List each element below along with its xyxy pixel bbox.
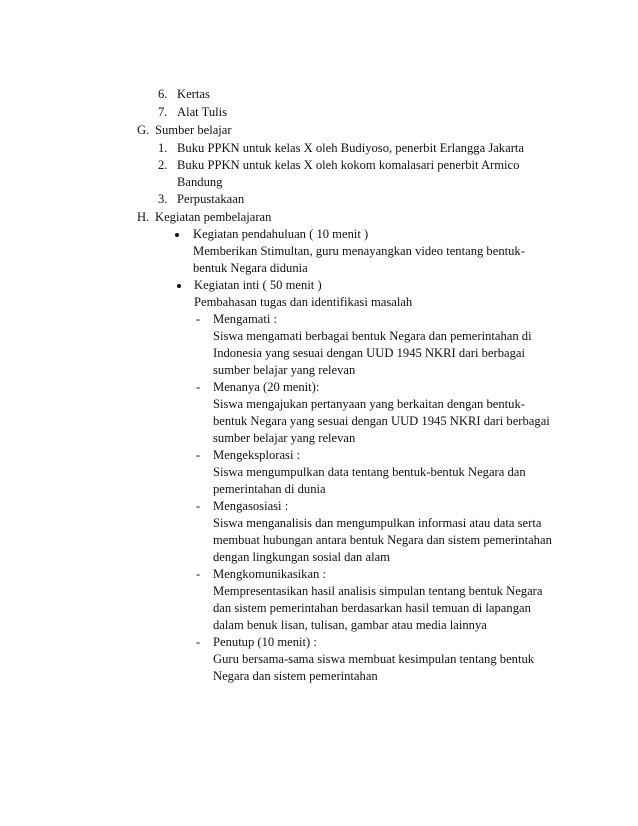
step-text: Indonesia yang sesuai dengan UUD 1945 NKRI dari berbagai [213,346,525,360]
section-heading: Sumber belajar [155,123,232,137]
dash-marker: - [196,380,201,394]
list-item-text: Buku PPKN untuk kelas X oleh Budiyoso, penerbit Erlangga Jakarta [177,141,524,155]
step-text: Siswa menganalisis dan mengumpulkan informasi atau data serta [213,516,542,530]
list-item-text: Kertas [177,87,210,101]
dash-marker: - [196,499,201,513]
step-text: Siswa mengajukan pertanyaan yang berkaitan dengan bentuk- [213,397,525,411]
step-text: sumber belajar yang relevan [213,363,356,377]
list-number: 1. [158,141,168,155]
section-letter: H. [137,210,150,224]
bullet-icon [175,233,179,237]
section-heading: Kegiatan pembelajaran [155,210,272,224]
step-text: bentuk Negara yang sesuai dengan UUD 1945 NKRI dari berbagai [213,414,550,428]
list-number: 2. [158,158,168,172]
step-text: pemerintahan di dunia [213,482,326,496]
step-title: Mengasosiasi : [213,499,289,513]
section-letter: G. [137,123,150,137]
list-item-text: Bandung [177,175,223,189]
step-text: Mempresentasikan hasil analisis simpulan tentang bentuk Negara [213,584,543,598]
bullet-icon [177,284,181,288]
dash-marker: - [196,448,201,462]
step-text: sumber belajar yang relevan [213,431,356,445]
step-text: Negara dan sistem pemerintahan [213,669,378,683]
step-text: dengan lingkungan sosial dan alam [213,550,390,564]
activity-subtitle: Pembahasan tugas dan identifikasi masalah [194,295,413,309]
step-title: Mengkomunikasikan : [213,567,326,581]
step-text: Siswa mengamati berbagai bentuk Negara dan pemerintahan di [213,329,532,343]
step-text: dalam benuk lisan, tulisan, gambar atau media lainnya [213,618,487,632]
activity-text: bentuk Negara didunia [193,261,308,275]
activity-text: Memberikan Stimultan, guru menayangkan video tentang bentuk- [193,244,525,258]
list-number: 6. [158,87,168,101]
step-text: Siswa mengumpulkan data tentang bentuk-bentuk Negara dan [213,465,526,479]
activity-title: Kegiatan inti ( 50 menit ) [194,278,322,292]
step-title: Mengamati : [213,312,278,326]
list-item-text: Buku PPKN untuk kelas X oleh kokom komalasari penerbit Armico [177,158,520,172]
list-item-text: Alat Tulis [177,105,228,119]
step-text: Guru bersama-sama siswa membuat kesimpulan tentang bentuk [213,652,535,666]
step-title: Menanya (20 menit): [213,380,320,394]
step-text: membuat hubungan antara bentuk Negara dan sistem pemerintahan [213,533,552,547]
dash-marker: - [196,312,201,326]
list-number: 7. [158,105,168,119]
step-title: Penutup (10 menit) : [213,635,317,649]
dash-marker: - [196,635,201,649]
list-number: 3. [158,192,168,206]
activity-title: Kegiatan pendahuluan ( 10 menit ) [193,227,369,241]
step-title: Mengeksplorasi : [213,448,301,462]
list-item-text: Perpustakaan [177,192,245,206]
step-text: dan sistem pemerintahan berdasarkan hasil temuan di lapangan [213,601,531,615]
dash-marker: - [196,567,201,581]
